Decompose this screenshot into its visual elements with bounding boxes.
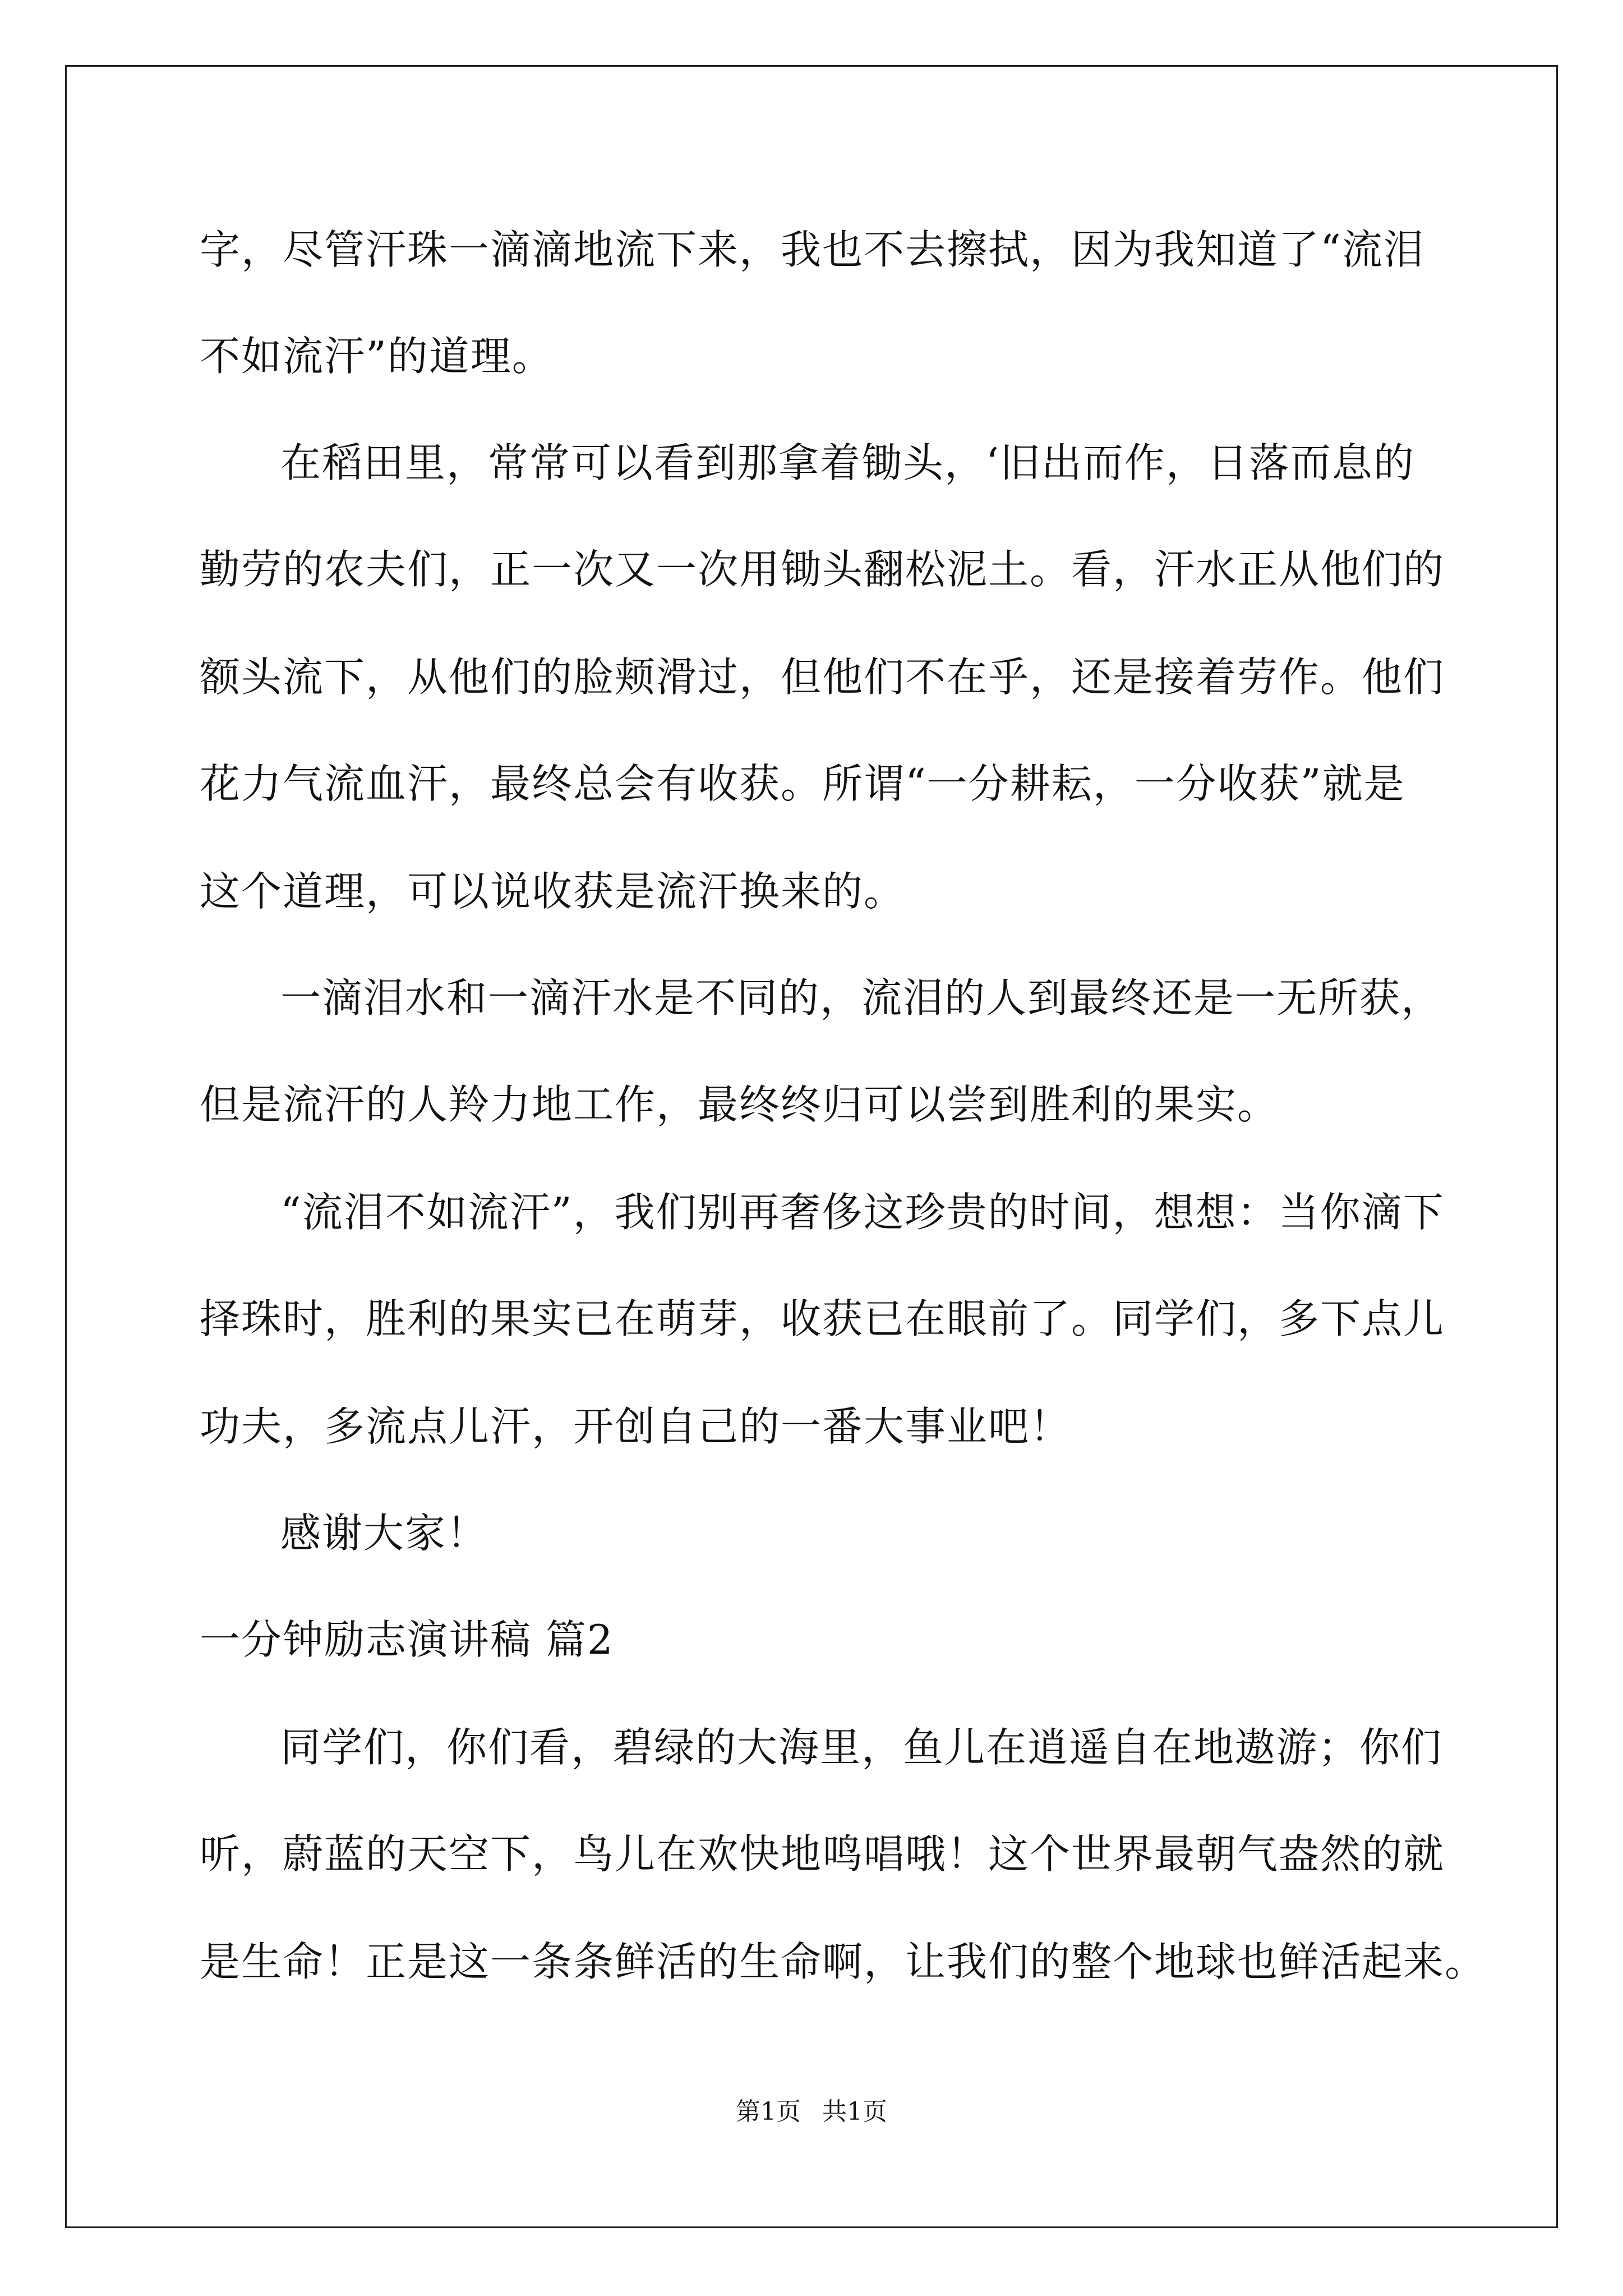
text-line: 感谢大家！ (280, 1510, 488, 1557)
text-line: 择珠时，胜利的果实已在萌芽，收获已在眼前了。同学们，多下点儿 (200, 1295, 1445, 1342)
text-line: “流泪不如流汗”，我们别再奢侈这珍贵的时间，想想：当你滴下 (280, 1189, 1445, 1236)
text-line: 是生命！正是这一条条鲜活的生命啊，让我们的整个地球也鲜活起来。 (200, 1938, 1487, 1985)
page-footer (0, 2095, 1623, 2129)
text-line: 一滴泪水和一滴汗水是不同的，流泪的人到最终还是一无所获， (280, 974, 1443, 1022)
page-total: 共1页 (822, 2097, 887, 2126)
text-line: 勤劳的农夫们，正一次又一次用锄头翻松泥土。看，汗水正从他们的 (200, 546, 1445, 593)
text-line: 不如流汗”的道理。 (200, 333, 554, 380)
text-line: 听，蔚蓝的天空下，鸟儿在欢快地鸣唱哦！这个世界最朝气盎然的就 (200, 1830, 1445, 1878)
section-heading: 一分钟励志演讲稿 篇2 (200, 1616, 614, 1663)
text-line: 但是流汗的人羚力地工作，最终终归可以尝到胜利的果实。 (200, 1081, 1279, 1128)
page-number: 第1页 (736, 2097, 801, 2126)
text-line: 同学们，你们看，碧绿的大海里，鱼儿在逍遥自在地遨游；你们 (280, 1724, 1443, 1771)
text-line: 这个道理，可以说收获是流汗换来的。 (200, 868, 906, 915)
page-border (65, 65, 1558, 2228)
text-line: 在稻田里，常常可以看到那拿着锄头，‘旧出而作，日落而息的 (280, 439, 1415, 486)
text-line: 功夫，多流点儿汗，开创自己的一番大事业吧！ (200, 1403, 1072, 1450)
text-line: 字，尽管汗珠一滴滴地流下来，我也不去擦拭，因为我知道了“流泪 (200, 226, 1425, 273)
text-line: 额头流下，从他们的脸颊滑过，但他们不在乎，还是接着劳作。他们 (200, 654, 1445, 701)
text-line: 花力气流血汗，最终总会有收获。所谓“一分耕耘，一分收获”就是 (200, 760, 1405, 807)
